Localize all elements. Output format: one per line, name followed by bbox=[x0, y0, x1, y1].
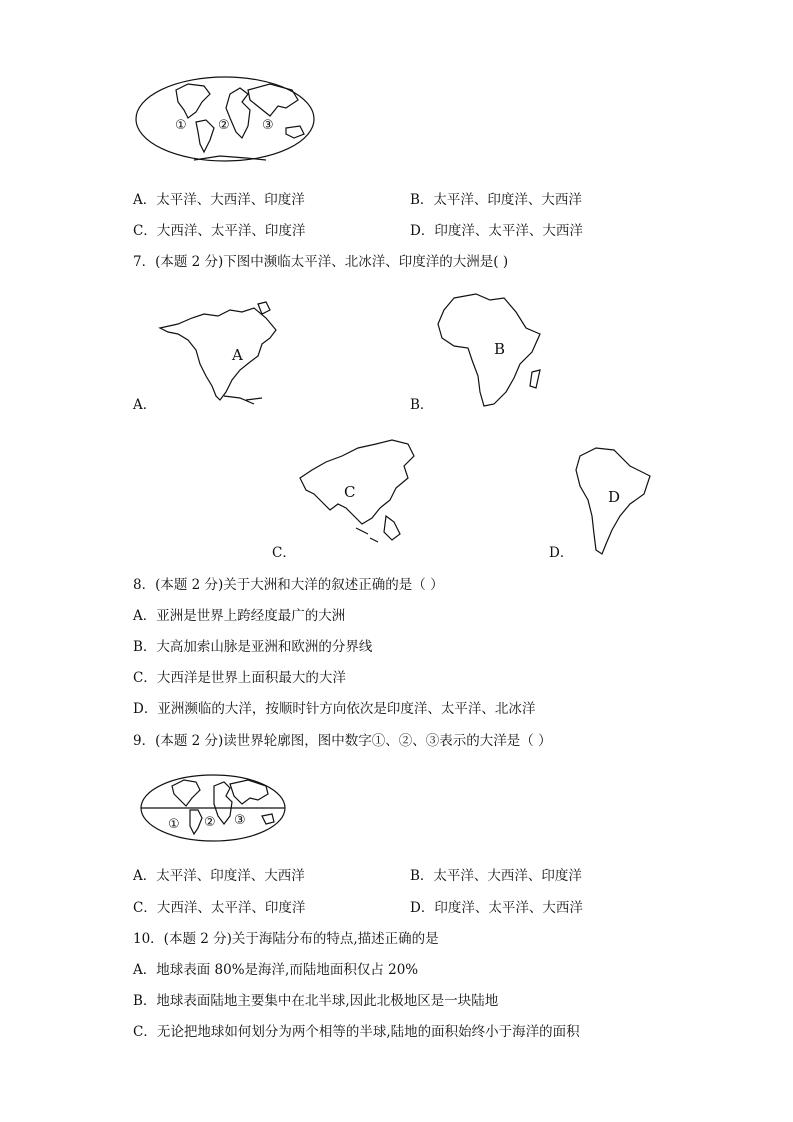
option-letter: B． bbox=[410, 192, 434, 208]
q8-option-d[interactable]: D．亚洲濒临的大洋，按顺时针方向依次是印度洋、太平洋、北冰洋 bbox=[133, 701, 536, 717]
option-letter: D． bbox=[410, 900, 435, 916]
q7-stem: 7．(本题 2 分)下图中濒临太平洋、北冰洋、印度洋的大洲是( ) bbox=[133, 254, 509, 270]
option-letter: C． bbox=[133, 900, 157, 916]
option-text: 太平洋、印度洋、大西洋 bbox=[433, 192, 582, 208]
q10-option-c[interactable]: C．无论把地球如何划分为两个相等的半球,陆地的面积始终小于海洋的面积 bbox=[133, 1024, 580, 1040]
q7-option-c[interactable]: C． bbox=[272, 545, 296, 561]
q9-option-b[interactable] bbox=[410, 870, 582, 884]
map-label: A bbox=[232, 346, 243, 364]
q6-option-c[interactable] bbox=[133, 225, 305, 239]
q10-option-a[interactable]: A．地球表面 80%是海洋,而陆地面积仅占 20% bbox=[133, 962, 419, 978]
q9-option-d[interactable] bbox=[410, 902, 583, 916]
option-text: 印度洋、太平洋、大西洋 bbox=[434, 223, 583, 239]
option-letter: D． bbox=[410, 223, 435, 239]
world-map-figure-q6 bbox=[130, 72, 320, 167]
option-letter: C． bbox=[133, 223, 157, 239]
map-label-2: ② bbox=[218, 118, 230, 133]
option-letter: B． bbox=[410, 868, 434, 884]
option-text: 太平洋、大西洋、印度洋 bbox=[156, 192, 305, 208]
option-text: 大西洋、太平洋、印度洋 bbox=[156, 223, 306, 239]
map-label: B bbox=[494, 340, 506, 358]
option-letter: A． bbox=[133, 192, 157, 208]
map-label-1: ① bbox=[168, 817, 180, 832]
map-label: D bbox=[608, 488, 621, 506]
q7-option-a[interactable]: A． bbox=[133, 397, 157, 413]
continent-map-d bbox=[574, 444, 659, 559]
q7-option-b[interactable]: B． bbox=[410, 397, 434, 413]
q9-stem: 9．(本题 2 分)读世界轮廓图，图中数字①、②、③表示的大洋是（ ） bbox=[133, 733, 552, 749]
continent-map-b bbox=[436, 292, 546, 410]
q6-option-d[interactable] bbox=[410, 225, 583, 239]
map-label-2: ② bbox=[204, 815, 216, 830]
q8-stem: 8．(本题 2 分)关于大洲和大洋的叙述正确的是（ ） bbox=[133, 577, 444, 593]
option-text: 太平洋、大西洋、印度洋 bbox=[433, 868, 582, 884]
map-label-3: ③ bbox=[234, 813, 246, 828]
continent-map-c bbox=[296, 434, 421, 549]
option-letter: A． bbox=[133, 868, 157, 884]
q8-option-a[interactable]: A．亚洲是世界上跨经度最广的大洲 bbox=[133, 608, 346, 624]
continent-map-a bbox=[158, 300, 283, 410]
world-map-figure-q9 bbox=[138, 772, 288, 844]
map-label-1: ① bbox=[175, 118, 187, 133]
q10-stem: 10．(本题 2 分)关于海陆分布的特点,描述正确的是 bbox=[133, 931, 439, 947]
q9-option-c[interactable] bbox=[133, 902, 305, 916]
q6-option-b[interactable] bbox=[410, 194, 582, 208]
option-text: 大西洋、太平洋、印度洋 bbox=[156, 900, 306, 916]
q6-option-a[interactable] bbox=[133, 194, 305, 208]
q8-option-c[interactable]: C．大西洋是世界上面积最大的大洋 bbox=[133, 670, 346, 686]
q9-option-a[interactable] bbox=[133, 870, 305, 884]
q7-option-d[interactable]: D． bbox=[549, 545, 574, 561]
q10-option-b[interactable]: B．地球表面陆地主要集中在北半球,因此北极地区是一块陆地 bbox=[133, 993, 499, 1009]
option-text: 太平洋、印度洋、大西洋 bbox=[156, 868, 305, 884]
q8-option-b[interactable]: B．大高加索山脉是亚洲和欧洲的分界线 bbox=[133, 639, 373, 655]
map-label: C bbox=[344, 483, 356, 501]
map-label-3: ③ bbox=[262, 118, 274, 133]
option-text: 印度洋、太平洋、大西洋 bbox=[434, 900, 583, 916]
